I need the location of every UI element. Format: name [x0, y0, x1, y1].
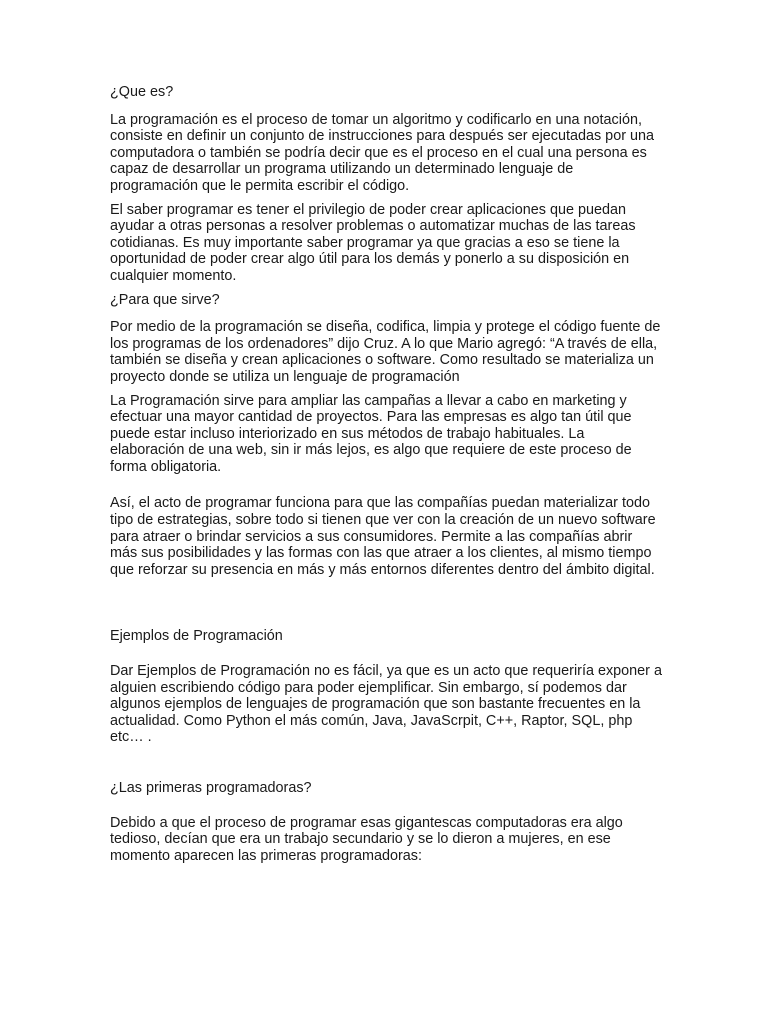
paragraph-primeras-programadoras: Debido a que el proceso de programar esas gigantescas computadoras era algo tedioso, decían que era un trabajo secundario y se lo dieron a mujeres, en ese momento aparecen las primeras programadoras: — [110, 814, 623, 864]
paragraph-ejemplos: Dar Ejemplos de Programación no es fácil, ya que es un acto que requeriría exponer a alguien escribiendo código para poder ejemplificar. Sin embargo, sí podemos dar algunos ejemplos de lenguajes de programación que son bastante frecuentes en la actualidad. Como Python el más común, Java, JavaScrpit, C++, Raptor, SQL, php etc… . — [110, 663, 662, 746]
heading-ejemplos: Ejemplos de Programación — [110, 628, 283, 645]
paragraph-definition: La programación es el proceso de tomar un algoritmo y codificarlo en una notación, consiste en definir un conjunto de instrucciones para después ser ejecutadas por una computadora o también se podría decir que es el proceso en el cual una persona es capaz de desarrollar un programa utilizando un determinado lenguaje de programación que le permita escribir el código. — [110, 111, 654, 194]
heading-para-que-sirve: ¿Para que sirve? — [110, 291, 220, 308]
heading-que-es: ¿Que es? — [110, 84, 174, 100]
paragraph-medio-programacion: Por medio de la programación se diseña, codifica, limpia y protege el código fuente de los programas de los ordenadores” dijo Cruz. A lo que Mario agregó: “A través de ella, también se diseña y crean aplicaciones o software. Como resultado se materializa un proyecto donde se utiliza un lenguaje de programación — [110, 319, 661, 385]
paragraph-companias: Así, el acto de programar funciona para que las compañías puedan materializar todo tipo de estrategias, sobre todo si tienen que ver con la creación de un nuevo software para atraer o brindar servicios a sus consumidores. Permite a las compañías abrir más sus posibilidades y las formas con las que atraer a los clientes, al mismo tiempo que reforzar su presencia en más y más entornos diferentes dentro del ámbito digital. — [110, 495, 656, 578]
paragraph-saber-programar: El saber programar es tener el privilegio de poder crear aplicaciones que puedan ayudar a otras personas a resolver problemas o automatizar muchas de las tareas cotidianas. Es muy importante saber programar ya que gracias a eso se tiene la oportunidad de poder crear algo útil para los demás y ponerlo a su disposición en cualquier momento. — [110, 201, 636, 284]
document-page — [110, 84, 662, 864]
heading-primeras-programadoras: ¿Las primeras programadoras? — [110, 780, 312, 796]
paragraph-marketing: La Programación sirve para ampliar las campañas a llevar a cabo en marketing y efectuar una mayor cantidad de proyectos. Para las empresas es algo tan útil que puede estar incluso interiorizado en sus métodos de trabajo habituales. La elaboración de una web, sin ir más lejos, es algo que requiere de este proceso de forma obligatoria. — [110, 392, 632, 475]
